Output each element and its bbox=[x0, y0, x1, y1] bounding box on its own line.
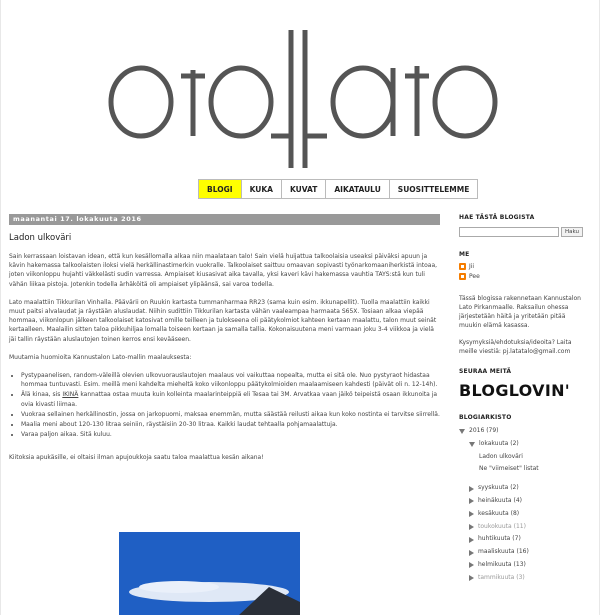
post-title[interactable]: Ladon ulkoväri bbox=[9, 233, 72, 243]
archive-month-count: (2) bbox=[510, 439, 519, 447]
post-intro: Muutamia huomioita Kannustalon Lato-mallin maalauksesta: bbox=[9, 353, 192, 361]
archive-month-label[interactable]: lokakuuta bbox=[479, 439, 509, 447]
archive-month-count: (16) bbox=[516, 548, 529, 556]
expand-right-icon[interactable] bbox=[469, 537, 474, 543]
archive-month-label[interactable]: helmikuuta bbox=[478, 560, 512, 568]
bloglovin-logo[interactable]: BLOGLOVIN' bbox=[459, 381, 570, 400]
expand-right-icon[interactable] bbox=[469, 511, 474, 517]
archive-month-count: (2) bbox=[510, 484, 519, 492]
archive-month[interactable] bbox=[459, 482, 587, 495]
search-input[interactable] bbox=[459, 227, 559, 237]
main-column bbox=[9, 214, 440, 472]
expand-right-icon[interactable] bbox=[469, 498, 474, 504]
archive-month-label[interactable]: tammikuuta bbox=[478, 573, 515, 581]
archive-month-count: (8) bbox=[510, 509, 520, 517]
post-paragraph: Sain kerrassaan loistavan idean, että kun kesällomalla alkaa niin maalataan talo! Sain vielä huijattua talkoolaisia useaksi päiväksi apuun ja kävin hakemassa talkoolaisten iloksi vielä herkällinastimerkin vuokralle. Talkoolaiset saittuu omaavan sopivasti työnarkomaaniherkistä intoaa, joten viikonloppu hujahti väkkelästi sudin varressa. Ampiaiset kiusasivat aika tavalla, yksi kaveri kävi hakemassa vauhtia TAYS:stä kun tuli vähän liikaa pistoja. Jotenkin todella ärhäköitä oli ampiaiset ylipäänsä, sai varoa todella. bbox=[9, 253, 438, 288]
archive-month-count: (3) bbox=[516, 573, 525, 581]
main-nav bbox=[198, 179, 478, 199]
search-heading: HAE TÄSTÄ BLOGISTA bbox=[459, 214, 535, 221]
list-item: • Vuokraa sellainen herkällinostin, jossa on jarkopuomi, maksaa enemmän, mutta säästää reilusti aikaa kun koko nostinta ei tarvitse siirrellä. bbox=[21, 410, 440, 419]
contributor-pee[interactable] bbox=[459, 273, 587, 280]
expand-right-icon[interactable] bbox=[469, 524, 474, 530]
bullet-text: kannattaa ostaa muuta kuin kolleinta maalarinteippiä eli Tesaa tai 3M. Arvatkaa vaan jäikö teipeistä osaan ikkunoita ja ovia kivasti liimaa. bbox=[21, 391, 438, 408]
archive-month-count: (13) bbox=[513, 560, 526, 568]
post-body bbox=[9, 252, 440, 463]
post-outro: Kiitoksia apukäsille, ei oltaisi ilman apujoukkoja saatu taloa maalattua kesän aikana! bbox=[9, 454, 264, 462]
expand-right-icon[interactable] bbox=[469, 550, 474, 556]
archive-month-count: (4) bbox=[513, 496, 522, 504]
search-row bbox=[459, 227, 587, 237]
house-photo bbox=[119, 532, 300, 615]
archive-post[interactable]: Ne "viimeiset" listat bbox=[479, 465, 539, 473]
contact-text: Kysymyksiä/ehdotuksia/ideoita? Laita meille viestiä: pj.latatalo@gmail.com bbox=[459, 339, 572, 355]
list-item: • Pystypaanelisen, random-väleillä olevien ulkovuorauslautojen maalaus voi vaikuttaa nopealta, mutta ei sitä ole. Nuo pystyraot hidastaa hommaa tuntuvasti. Esim. meillä meni kahdelta mieheltä koko viikonloppu päätykolmioiden maalaamiseen kahdesti (päivät oli n. 12-14h). bbox=[21, 371, 440, 389]
post-bullet-list bbox=[21, 371, 440, 439]
blogger-icon bbox=[459, 273, 466, 280]
expand-right-icon[interactable] bbox=[469, 575, 474, 581]
expand-right-icon[interactable] bbox=[469, 486, 474, 492]
ikina-link[interactable]: IKINÄ bbox=[62, 391, 79, 399]
sidebar bbox=[459, 214, 587, 585]
follow-heading: SEURAA MEITÄ bbox=[459, 368, 512, 375]
archive-month[interactable] bbox=[459, 508, 587, 521]
bullet-prefix: Älä kinaa, sis bbox=[21, 391, 61, 399]
expand-right-icon[interactable] bbox=[469, 562, 474, 568]
list-item: • Maalia meni about 120-130 litraa seiniin, räystäisiin 20-30 litraa. Kaikki laudat tehtaalla pohjamaalattuja. bbox=[21, 420, 440, 429]
contributor-name[interactable]: Pee bbox=[469, 273, 480, 280]
archive-heading: BLOGIARKISTO bbox=[459, 414, 512, 421]
archive-month[interactable] bbox=[459, 572, 587, 585]
nav-suosittelemme[interactable]: SUOSITTELEMME bbox=[390, 180, 479, 198]
about-text: Tässä blogissa rakennetaan Kannustalon Lato Pirkanmaalle. Raksailun ohessa järjestetään häitä ja yritetään pitää muukin elämä kasassa. bbox=[459, 295, 581, 329]
archive-month-label[interactable]: toukokuuta bbox=[478, 522, 512, 530]
archive-month[interactable] bbox=[459, 495, 587, 508]
nav-kuvat[interactable]: KUVAT bbox=[282, 180, 326, 198]
archive-month-count: (7) bbox=[512, 535, 521, 543]
search-button[interactable]: Haku bbox=[561, 227, 583, 237]
expand-down-icon[interactable] bbox=[459, 429, 465, 434]
archive-month-label[interactable]: maaliskuuta bbox=[478, 548, 515, 556]
archive-month-label[interactable]: huhtikuuta bbox=[478, 535, 511, 543]
blogger-icon bbox=[459, 263, 466, 270]
archive-year-label[interactable]: 2016 bbox=[469, 427, 485, 434]
list-item: • Varaa paljon aikaa. Sitä kuluu. bbox=[21, 430, 440, 439]
list-item bbox=[21, 390, 440, 408]
post-paragraph: Lato maalattiin Tikkurilan Vinhalla. Päävärii on Ruukin kartasta tummanharmaa RR23 (sama kuin esim. ikkunapellit). Tuolla maalattiin kaikki muut paitsi alvalaudat ja räystään aluslaudat. Niihin sudittiin Tikkurilan kartasta vähän vaaleampaa harmaata S65X. Tosiaan alkaa viepää hommaa, viikonlopun jälkeen talkoolaiset katosivat omille teilleen ja tulokseena oli päätykolmiot kahteen kertaan maalattu, talon muut seinät kertaalleen. Maalailin sitten taloa pikkuhiljaa lomalla toiseen kertaan ja samalla tallia. Kokonaisuutena meni varmaan joku 3-4 viikkoa ja vielä jäi tallin räystään aluslautojen toinen kerros ensi kevääseen. bbox=[9, 298, 437, 343]
post-photo[interactable] bbox=[119, 532, 300, 615]
archive-month[interactable] bbox=[459, 533, 587, 546]
nav-blogi[interactable]: BLOGI bbox=[198, 180, 242, 198]
archive-month-count: (11) bbox=[513, 522, 526, 530]
me-heading: ME bbox=[459, 251, 470, 258]
archive-month[interactable] bbox=[459, 521, 587, 534]
archive-month-label[interactable]: syyskuuta bbox=[478, 484, 509, 492]
contributor-jii[interactable] bbox=[459, 263, 587, 270]
archive-post[interactable]: Ladon ulkoväri bbox=[479, 452, 523, 460]
archive-month-label[interactable]: kesäkuuta bbox=[478, 509, 509, 517]
nav-kuka[interactable]: KUKA bbox=[242, 180, 282, 198]
contributor-name[interactable]: Jii bbox=[469, 263, 475, 270]
archive-month-label[interactable]: heinäkuuta bbox=[478, 496, 512, 504]
blog-archive bbox=[459, 425, 587, 585]
archive-month[interactable] bbox=[459, 546, 587, 559]
archive-month[interactable] bbox=[459, 559, 587, 572]
archive-month-open[interactable] bbox=[459, 438, 587, 451]
nav-aikataulu[interactable]: AIKATAULU bbox=[326, 180, 389, 198]
post-date: maanantai 17. lokakuuta 2016 bbox=[9, 214, 440, 225]
archive-year[interactable] bbox=[459, 425, 587, 438]
archive-year-count: (79) bbox=[486, 427, 499, 434]
expand-down-icon[interactable] bbox=[469, 442, 475, 447]
site-logo[interactable] bbox=[101, 10, 501, 175]
